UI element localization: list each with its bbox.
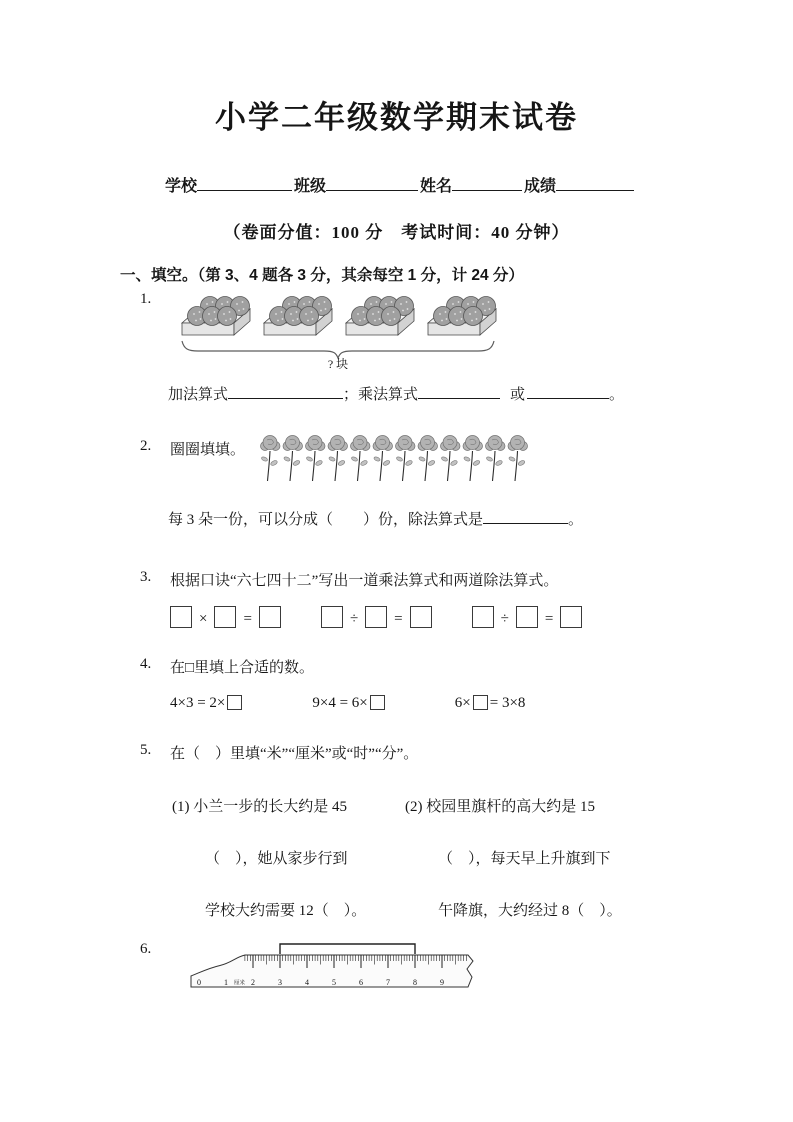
equals-sign: = [243, 611, 252, 627]
answer-box [560, 606, 582, 628]
flower-icons [261, 436, 528, 482]
divide-sign: ÷ [500, 611, 509, 627]
answer-box [370, 695, 385, 710]
buns-trays-image [176, 291, 506, 369]
addition-label: 加法算式 [168, 387, 229, 403]
svg-text:2: 2 [251, 978, 255, 987]
answer-box [170, 606, 192, 628]
score-blank [556, 174, 634, 191]
student-info-row [165, 173, 793, 196]
q1-number: 1. [140, 291, 152, 307]
q5-1-line2: （ ），她从家步行到 [205, 851, 348, 867]
q5-1-line1: (1) 小兰一步的长大约是 45 [172, 799, 347, 815]
q5-text: 在（ ）里填“米”“厘米”或“时”“分”。 [170, 746, 419, 762]
q5-2-line2: （ ），每天早上升旗到下 [438, 851, 611, 867]
tray-icons [182, 297, 496, 336]
q5-1-line3: 学校大约需要 12（ ）。 [205, 903, 367, 919]
q4-equation-3: 6× = 3×8 [454, 695, 526, 711]
question-2 [140, 438, 793, 484]
multiplication-equation [170, 606, 281, 628]
q5-subquestion-2 [405, 781, 675, 937]
svg-text:1: 1 [224, 978, 228, 987]
division-blank [483, 508, 568, 524]
answer-box [516, 606, 538, 628]
q2-number: 2. [140, 438, 152, 454]
score-label: 成绩 [524, 178, 557, 195]
name-blank [452, 174, 522, 191]
svg-text:7: 7 [386, 978, 390, 987]
name-label: 姓名 [420, 178, 453, 195]
q5-subquestion-1 [172, 781, 405, 937]
q3-number: 3. [140, 569, 152, 585]
q5-number: 5. [140, 742, 152, 758]
q4-equations [170, 695, 793, 712]
answer-box [410, 606, 432, 628]
q4-number: 4. [140, 656, 152, 672]
period: 。 [568, 512, 584, 528]
q2-title: 圈圈填填。 [170, 442, 246, 458]
divide-sign: ÷ [349, 611, 359, 627]
question-4 [140, 656, 793, 677]
q6-number: 6. [140, 941, 152, 957]
q5-2-line1: (2) 校园里旗杆的高大约是 15 [405, 799, 595, 815]
q4-equation-1: 4×3 = 2× [170, 695, 244, 712]
question-5 [140, 742, 793, 763]
class-blank [326, 174, 418, 191]
multiplication-blank-1 [418, 383, 500, 399]
school-blank [197, 174, 292, 191]
svg-text:0: 0 [197, 978, 201, 987]
svg-text:6: 6 [359, 978, 363, 987]
division-equation-1 [321, 606, 432, 628]
q5-2-line3: 午降旗，大约经过 8（ ）。 [438, 903, 622, 919]
flowers-image [259, 432, 531, 484]
school-label: 学校 [165, 178, 198, 195]
answer-box [472, 606, 494, 628]
answer-box [321, 606, 343, 628]
equals-sign: = [394, 611, 403, 627]
class-label: 班级 [294, 178, 327, 195]
brace-caption: ? 块 [327, 357, 349, 369]
equals-sign: = [544, 611, 554, 627]
question-1 [140, 291, 793, 369]
section-1-header: 一、填空。（第 3、4 题各 3 分，其余每空 1 分，计 24 分） [120, 267, 524, 284]
question-3 [140, 569, 793, 590]
answer-box [214, 606, 236, 628]
answer-box [365, 606, 387, 628]
q3-text: 根据口诀“六七四十二”写出一道乘法算式和两道除法算式。 [170, 573, 559, 589]
exam-meta: （卷面分值：100 分 考试时间：40 分钟） [223, 223, 570, 242]
q4-equation-2: 9×4 = 6× [312, 695, 386, 712]
times-sign: × [199, 611, 208, 627]
q2-line-text: 每 3 朵一份，可以分成（ ）份，除法算式是 [168, 512, 484, 528]
q5-subquestions [172, 781, 793, 937]
answer-box [473, 695, 488, 710]
period: 。 [609, 387, 625, 403]
measured-object-bracket [280, 944, 415, 954]
svg-text:厘米: 厘米 [233, 980, 246, 987]
q2-answer-line [168, 508, 793, 529]
multiplication-blank-2 [527, 383, 609, 399]
multiplication-label: ；乘法算式 [343, 387, 419, 403]
addition-blank [228, 383, 343, 399]
svg-text:5: 5 [332, 978, 336, 987]
division-equation-2 [472, 606, 583, 628]
q4-text: 在□里填上合适的数。 [170, 660, 315, 676]
question-6 [140, 941, 793, 993]
ruler-image [187, 941, 477, 993]
svg-text:9: 9 [440, 978, 444, 987]
or-label: 或 [510, 387, 526, 403]
svg-text:8: 8 [413, 978, 417, 987]
answer-box [227, 695, 242, 710]
svg-text:4: 4 [305, 978, 309, 987]
answer-box [259, 606, 281, 628]
q3-equations [170, 606, 793, 628]
svg-text:3: 3 [278, 978, 282, 987]
brace [182, 341, 494, 358]
q1-answer-line [168, 383, 793, 404]
exam-title: 小学二年级数学期末试卷 [215, 100, 578, 135]
